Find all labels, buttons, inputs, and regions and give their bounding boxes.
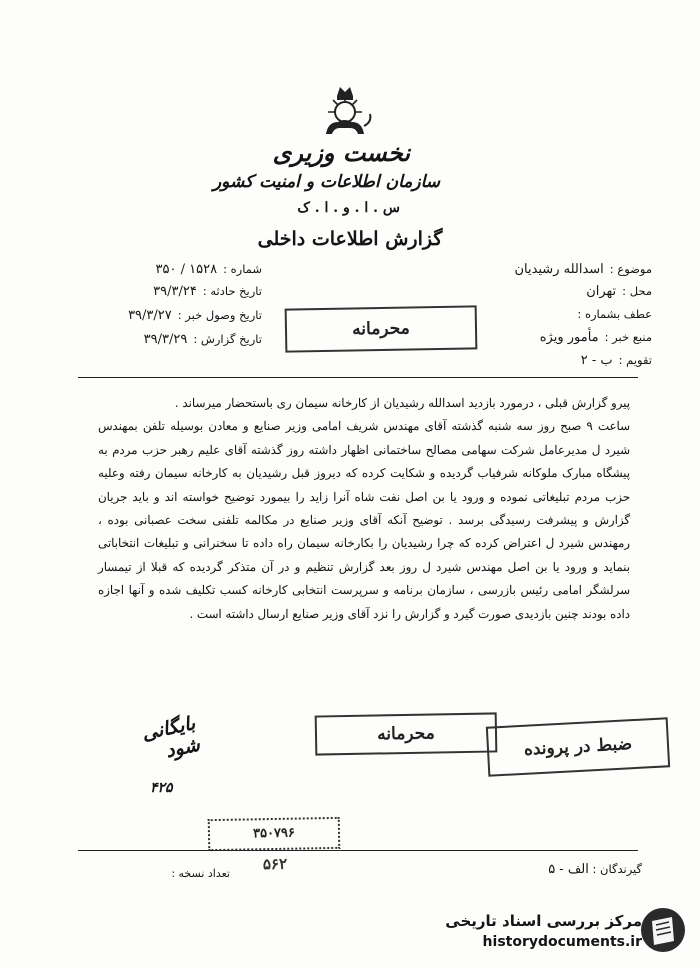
archive-stamp: ضبط در پرونده [486, 717, 670, 776]
secret-stamp-lower: محرمانه [315, 712, 498, 755]
body-paragraph-2: ساعت ۹ صبح روز سه شنبه گذشته آقای مهندس شریف امامی وزیر صنایع و معادن بوسیله تلفن بمهندس شیرد ل مدیرعامل شرکت سهامی مصالح ساختمانی اظهار داشته روز گذشته آقای علیم رهبر حزب مردم به پیشگاه مبارک ملوکانه شرفیاب گردیده و شکایت کرده که دیروز قبل رشیدیان به کارخانه سیمان رفته وعلیه حزب مردم تبلیغاتی نموده و ورود یا بن اصل نفت شاه آنرا زاید را بیمورد توضیح خواسته اند و باید جریان گزارش و پیشرفت رسیدگی برسد . توضیح آنکه آقای وزیر صنایع در مکالمه تلفنی سخت عصبانی بوده ، رمهندس شیرد ل اعتراض کرده که چرا رشیدیان را بکارخانه سیمان راه داده تا سخنرانی و تبلیغات انتخاباتی بنماید و ورود یا بن اصل مهندس شیرد ل روز بعد گزارش تنظیم و در آن متذکر گردیده که قبلا از تیمسار سرلشگر امامی رئیس بازرسی ، سازمان برنامه و سرپرست انتخابی کارخانه کسب تکلیف شده و آنها اجازه داده بودند چنین بازدیدی صورت گیرد و گزارش را نزد آقای وزیر صنایع ارسال داشته است . [98, 419, 630, 621]
handwritten-number: ۴۲۵ [150, 780, 173, 796]
body-paragraph-1: پیرو گزارش قبلی ، درمورد بازدید اسدالله رشیدیان از کارخانه سیمان ری باستحضار میرساند . [174, 396, 630, 410]
subject-label: موضوع : [609, 262, 652, 276]
recipients-label: گیرندگان : [592, 862, 642, 876]
subject-value: اسدالله رشیدیان [514, 262, 604, 277]
registration-number-stamp: ۳۵۰۷۹۶ [208, 817, 341, 851]
number-label: شماره : [223, 262, 262, 276]
source-label: منبع خبر : [604, 330, 652, 344]
place-value: تهران [586, 284, 617, 299]
event-date-row [153, 284, 262, 299]
header-prime-ministry: نخست وزیری [272, 138, 410, 167]
copies-label: تعداد نسخه : [171, 867, 230, 880]
event-date-value: ۳۹/۳/۲۴ [153, 284, 197, 299]
report-body [98, 392, 630, 626]
watermark-title: مرکز بررسی اسناد تاریخی [445, 912, 642, 930]
report-date-value: ۳۹/۳/۲۹ [143, 332, 188, 347]
handwritten-code: ۵۶۲ [262, 854, 288, 874]
footer-divider [78, 850, 638, 851]
secret-stamp: محرمانه [285, 305, 478, 352]
rating-row [581, 353, 652, 368]
report-meta-left [62, 262, 262, 362]
subject-row [514, 262, 652, 277]
number-row [156, 262, 262, 277]
receipt-date-row [128, 308, 262, 323]
header-organization: سازمان اطلاعات و امنیت کشور [212, 172, 440, 192]
rating-label: تقویم : [618, 353, 652, 367]
receipt-date-value: ۳۹/۳/۲۷ [128, 308, 172, 323]
header-acronym: س . ا . و . ا . ک [297, 200, 400, 216]
number-value: ۱۵۲۸ / ۳۵۰ [155, 262, 218, 277]
copies [100, 866, 230, 881]
lion-and-sun-emblem-icon [310, 82, 380, 140]
source-value: مأمور ویژه [539, 330, 599, 345]
event-date-label: تاریخ حادثه : [202, 284, 262, 298]
header-divider [78, 377, 638, 378]
report-date-label: تاریخ گزارش : [193, 332, 262, 346]
header-report-type: گزارش اطلاعات داخلی [257, 228, 443, 250]
archive-logo-icon [638, 905, 688, 955]
watermark-url: historydocuments.ir [482, 934, 642, 950]
recipients-value: الف - ۵ [548, 862, 589, 877]
reference-label: عطف بشماره : [577, 307, 652, 321]
handwritten-signature: بایگانی شود [139, 712, 202, 763]
report-date-row [144, 332, 262, 347]
receipt-date-label: تاریخ وصول خبر : [177, 308, 262, 322]
place-label: محل : [622, 284, 652, 298]
source-row [540, 330, 652, 345]
rating-value: ب - ۲ [580, 353, 613, 368]
reference-row [571, 307, 652, 321]
place-row [586, 284, 652, 299]
recipients [462, 862, 642, 877]
